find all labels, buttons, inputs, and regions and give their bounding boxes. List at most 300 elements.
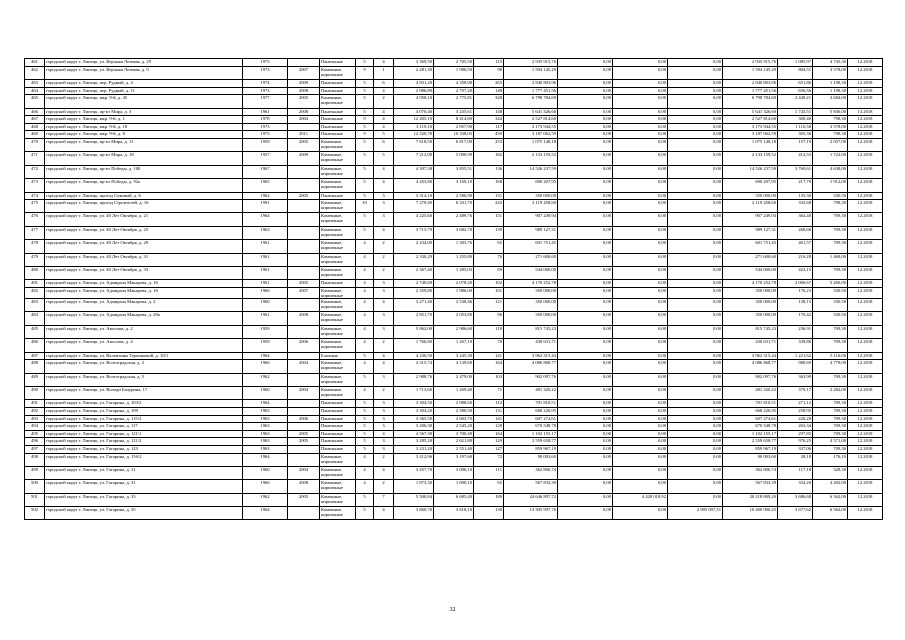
cell-completion-date: 12.2018 — [848, 95, 883, 108]
cell-cost-owners: 2 133 159,52 — [723, 152, 778, 165]
cell-cost-limit: 2 057,00 — [813, 138, 848, 151]
cell-cost-region: 0,00 — [613, 466, 668, 479]
cell-entrances: 3 — [374, 415, 394, 423]
cell-row-number: 464 — [25, 87, 45, 95]
cell-floors: 10 — [356, 200, 374, 213]
cell-row-number: 479 — [25, 253, 45, 266]
cell-cost-region: 0,00 — [613, 108, 668, 116]
cell-cost-total: 601 751,45 — [504, 240, 558, 253]
cell-total-area: 2 740,69 — [394, 280, 434, 288]
cell-residents: 71 — [474, 386, 504, 399]
cell-residents: 117 — [474, 123, 504, 131]
cell-year-repair — [288, 325, 320, 338]
cell-year-repair: 2006 — [288, 415, 320, 423]
cell-cost-total: 690 207,95 — [504, 179, 558, 192]
cell-year-built: 1964 — [243, 400, 288, 408]
cell-cost-total: 6 798 784,69 — [504, 95, 558, 108]
cell-year-built: 1963 — [243, 430, 288, 438]
cell-cost-municipal: 0,00 — [668, 352, 723, 360]
cell-cost-total: 1 102 155,17 — [504, 430, 558, 438]
cell-cost-municipal: 0,00 — [668, 312, 723, 325]
cell-cost-region: 0,00 — [613, 267, 668, 280]
table-row — [25, 152, 883, 165]
cell-cost-per-sqm: 28,18 — [778, 453, 813, 466]
cell-living-area: 1 267,10 — [434, 339, 474, 352]
cell-wall-material: Панельные — [320, 423, 356, 431]
cell-row-number: 486 — [25, 339, 45, 352]
cell-entrances: 3 — [374, 438, 394, 446]
cell-year-repair — [288, 267, 320, 280]
cell-cost-fund: 0,00 — [558, 165, 613, 178]
cell-total-area: 2 330,29 — [394, 253, 434, 266]
cell-row-number: 469 — [25, 131, 45, 139]
cell-completion-date: 12.2018 — [848, 280, 883, 288]
cell-year-repair: 2008 — [288, 108, 320, 116]
cell-wall-material: Панельные — [320, 116, 356, 124]
cell-cost-per-sqm: 2 006,67 — [778, 280, 813, 288]
cell-wall-material: Панельные — [320, 407, 356, 415]
cell-floors: 5 — [356, 192, 374, 200]
cell-address: городской округ г. Липецк, ул. Верхняя Лозовая, д. 9 — [45, 66, 243, 79]
cell-cost-region: 0,00 — [613, 123, 668, 131]
cell-wall-material: Панельные — [320, 192, 356, 200]
cell-cost-region: 0,00 — [613, 480, 668, 493]
cell-cost-total: 350 000,00 — [504, 288, 558, 299]
cell-cost-total: 567 833,39 — [504, 480, 558, 493]
table-row — [25, 66, 883, 79]
cell-year-repair: 2009 — [288, 152, 320, 165]
cell-completion-date: 12.2018 — [848, 200, 883, 213]
cell-cost-limit: 709,30 — [813, 373, 848, 386]
cell-completion-date: 12.2018 — [848, 373, 883, 386]
cell-residents: 115 — [474, 59, 504, 67]
cell-wall-material: Панельные — [320, 59, 356, 67]
cell-year-built: 1961 — [243, 108, 288, 116]
cell-cost-per-sqm: 412,53 — [778, 152, 813, 165]
cell-cost-total: 430 631,71 — [504, 339, 558, 352]
cell-cost-limit: 3 578,00 — [813, 66, 848, 79]
cell-living-area: 2 775,81 — [434, 95, 474, 108]
cell-address: городской округ г. Липецк, ул. Амосова, д. 2 — [45, 325, 243, 338]
page-number: 32 — [449, 607, 456, 613]
cell-cost-per-sqm: 461,57 — [778, 240, 813, 253]
cell-cost-limit: 4 779,00 — [813, 360, 848, 373]
cell-cost-region: 0,00 — [613, 352, 668, 360]
cell-residents: 328 — [474, 95, 504, 108]
cell-residents: 72 — [474, 453, 504, 466]
cell-year-repair: 2008 — [288, 480, 320, 493]
cell-address: городской округ г. Липецк, ул. Гагарина, д. 35 — [45, 507, 243, 520]
cell-total-area: 1 713,60 — [394, 386, 434, 399]
cell-cost-municipal: 0,00 — [668, 339, 723, 352]
cell-living-area: 3 096,10 — [434, 466, 474, 479]
cell-cost-limit: 6 562,00 — [813, 507, 848, 520]
cell-cost-region: 0,00 — [613, 339, 668, 352]
cell-address: городской округ г. Липецк, ул. Гагарина, д. 123 — [45, 445, 243, 453]
cell-entrances: 4 — [374, 430, 394, 438]
cell-cost-limit: 709,30 — [813, 415, 848, 423]
cell-cost-limit: 6 562,00 — [813, 493, 848, 506]
cell-address: городской округ г. Липецк, пр-кт Мира, д. 11 — [45, 138, 243, 151]
cell-completion-date: 12.2018 — [848, 131, 883, 139]
cell-residents: 111 — [474, 466, 504, 479]
cell-cost-municipal: 0,00 — [668, 79, 723, 87]
cell-entrances: 5 — [374, 152, 394, 165]
cell-cost-total: 350 000,00 — [504, 299, 558, 312]
table-row — [25, 373, 883, 386]
cell-residents: 151 — [474, 213, 504, 226]
cell-cost-fund: 0,00 — [558, 438, 613, 446]
cell-cost-limit: 709,30 — [813, 423, 848, 431]
cell-cost-total: 2 527 814,60 — [504, 116, 558, 124]
cell-cost-fund: 0,00 — [558, 373, 613, 386]
table-row — [25, 360, 883, 373]
cell-entrances: 3 — [374, 373, 394, 386]
cell-total-area: 12 520,70 — [394, 131, 434, 139]
cell-cost-total: 907 249,94 — [504, 213, 558, 226]
cell-completion-date: 12.2018 — [848, 400, 883, 408]
cell-year-repair — [288, 59, 320, 67]
cell-entrances: 4 — [374, 226, 394, 239]
cell-wall-material: Каменные, кирпичные — [320, 453, 356, 466]
cell-year-built: 1960 — [243, 360, 288, 373]
cell-cost-owners: 701 810,51 — [723, 400, 778, 408]
cell-cost-total: 481 320,22 — [504, 386, 558, 399]
cell-year-built: 1959 — [243, 325, 288, 338]
cell-address: городской округ г. Липецк, ул. 40 Лет Октября, д. 33 — [45, 267, 243, 280]
cell-cost-fund: 0,00 — [558, 445, 613, 453]
cell-wall-material: Каменные, кирпичные — [320, 466, 356, 479]
cell-floors: 5 — [356, 226, 374, 239]
cell-cost-limit: 709,30 — [813, 267, 848, 280]
cell-cost-per-sqm: 236,91 — [778, 325, 813, 338]
cell-year-repair: 2005 — [288, 280, 320, 288]
cell-cost-region: 0,00 — [613, 131, 668, 139]
cell-year-built: 1960 — [243, 299, 288, 312]
cell-residents: 121 — [474, 299, 504, 312]
cell-cost-owners: 14 526 237,59 — [723, 165, 778, 178]
cell-wall-material: Каменные, кирпичные — [320, 95, 356, 108]
cell-cost-region: 0,00 — [613, 87, 668, 95]
cell-year-repair — [288, 445, 320, 453]
cell-residents: 450 — [474, 131, 504, 139]
cell-entrances: 4 — [374, 116, 394, 124]
cell-total-area: 3 119,10 — [394, 123, 434, 131]
cell-year-repair: 2004 — [288, 116, 320, 124]
cell-cost-per-sqm: 651,86 — [778, 79, 813, 87]
cell-year-built: 1977 — [243, 95, 288, 108]
cell-total-area: 5 500,84 — [394, 493, 434, 506]
cell-completion-date: 12.2018 — [848, 213, 883, 226]
cell-wall-material: Каменные, кирпичные — [320, 360, 356, 373]
cell-entrances: 2 — [374, 240, 394, 253]
cell-cost-limit: 709,30 — [813, 445, 848, 453]
cell-floors: 4 — [356, 288, 374, 299]
cell-living-area: 3 197,60 — [434, 453, 474, 466]
cell-cost-total: 3 962 315,44 — [504, 352, 558, 360]
cell-year-built: 1961 — [243, 267, 288, 280]
cell-living-area: 4 358,90 — [434, 79, 474, 87]
cell-residents: 344 — [474, 116, 504, 124]
cell-year-repair: 2005 — [288, 138, 320, 151]
cell-year-built: 1959 — [243, 138, 288, 151]
cell-cost-owners: 989 127,31 — [723, 226, 778, 239]
cell-cost-fund: 0,00 — [558, 200, 613, 213]
cell-row-number: 474 — [25, 192, 45, 200]
cell-entrances: 3 — [374, 200, 394, 213]
cell-completion-date: 12.2018 — [848, 407, 883, 415]
cell-year-repair: 2004 — [288, 360, 320, 373]
cell-total-area: 4 831,20 — [394, 79, 434, 87]
cell-year-repair — [288, 240, 320, 253]
cell-entrances: 4 — [374, 165, 394, 178]
cell-address: городской округ г. Липецк, ул. Гагарина, д. 15б/2 — [45, 453, 243, 466]
cell-year-repair — [288, 213, 320, 226]
cell-wall-material: Каменные, кирпичные — [320, 312, 356, 325]
cell-cost-region: 0,00 — [613, 200, 668, 213]
cell-cost-limit: 1 912,00 — [813, 179, 848, 192]
cell-cost-limit: 709,30 — [813, 240, 848, 253]
cell-cost-region: 0,00 — [613, 407, 668, 415]
cell-cost-municipal: 0,00 — [668, 116, 723, 124]
cell-address: городской округ г. Липецк, ул. Валентины Терешковой, д. 10/1 — [45, 352, 243, 360]
cell-living-area: 2 705,50 — [434, 59, 474, 67]
table-row — [25, 312, 883, 325]
cell-residents: 130 — [474, 507, 504, 520]
cell-wall-material: Каменные, кирпичные — [320, 152, 356, 165]
cell-row-number: 491 — [25, 400, 45, 408]
cell-cost-region: 0,00 — [613, 280, 668, 288]
cell-residents: 141 — [474, 352, 504, 360]
cell-total-area: 3 304,20 — [394, 407, 434, 415]
cell-cost-per-sqm: 271,12 — [778, 400, 813, 408]
cell-floors: 5 — [356, 95, 374, 108]
cell-cost-municipal: 0,00 — [668, 165, 723, 178]
cell-year-built: 1965 — [243, 179, 288, 192]
cell-residents: 96 — [474, 312, 504, 325]
cell-row-number: 487 — [25, 352, 45, 360]
cell-cost-fund: 0,00 — [558, 480, 613, 493]
cell-residents: 102 — [474, 280, 504, 288]
cell-year-built: 1960 — [243, 288, 288, 299]
cell-cost-fund: 0,00 — [558, 453, 613, 466]
cell-address: городской округ г. Липецк, пр-кт Победы, д. 92а — [45, 179, 243, 192]
cell-total-area: 3 206,30 — [394, 423, 434, 431]
cell-completion-date: 12.2018 — [848, 466, 883, 479]
cell-wall-material: Панельные — [320, 280, 356, 288]
cell-cost-total: 1 075 148,18 — [504, 138, 558, 151]
cell-total-area: 2 367,40 — [394, 267, 434, 280]
cell-entrances: 7 — [374, 493, 394, 506]
cell-cost-region: 0,00 — [613, 325, 668, 338]
table-row — [25, 453, 883, 466]
cell-floors: 5 — [356, 87, 374, 95]
table-row — [25, 423, 883, 431]
cell-row-number: 481 — [25, 280, 45, 288]
cell-cost-region: 0,00 — [613, 116, 668, 124]
cell-floors: 5 — [356, 445, 374, 453]
cell-floors: 4 — [356, 280, 374, 288]
cell-floors: 5 — [356, 352, 374, 360]
cell-cost-fund: 0,00 — [558, 507, 613, 520]
cell-total-area: 3 271,40 — [394, 299, 434, 312]
cell-wall-material: Панельные — [320, 131, 356, 139]
cell-year-repair — [288, 423, 320, 431]
cell-residents: 189 — [474, 493, 504, 506]
cell-row-number: 490 — [25, 386, 45, 399]
cell-cost-fund: 0,00 — [558, 131, 613, 139]
cell-cost-owners: 668 226,95 — [723, 407, 778, 415]
cell-cost-limit: 709,30 — [813, 430, 848, 438]
cell-row-number: 492 — [25, 407, 45, 415]
table-row — [25, 299, 883, 312]
cell-wall-material: Каменные, кирпичные — [320, 507, 356, 520]
cell-year-built: 1961 — [243, 253, 288, 266]
cell-cost-owners: 1 075 148,18 — [723, 138, 778, 151]
cell-cost-per-sqm: 226,28 — [778, 415, 813, 423]
cell-cost-limit: 3 684,00 — [813, 95, 848, 108]
cell-cost-owners: 4 086 868,77 — [723, 360, 778, 373]
cell-living-area: 3 235,61 — [434, 108, 474, 116]
cell-cost-municipal: 0,00 — [668, 240, 723, 253]
cell-year-built: 1974 — [243, 79, 288, 87]
cell-row-number: 465 — [25, 95, 45, 108]
cell-entrances: 4 — [374, 466, 394, 479]
cell-cost-owners: 670 548,78 — [723, 423, 778, 431]
cell-total-area: 3 304,50 — [394, 400, 434, 408]
cell-floors: 5 — [356, 507, 374, 520]
cell-year-built: 1964 — [243, 453, 288, 466]
cell-address: городской округ г. Липецк, ул. Гагарина, д. 31 — [45, 466, 243, 479]
cell-year-repair: 2005 — [288, 192, 320, 200]
cell-cost-owners: 350 000,00 — [723, 299, 778, 312]
cell-cost-region: 0,00 — [613, 299, 668, 312]
cell-year-repair — [288, 226, 320, 239]
cell-residents: 253 — [474, 138, 504, 151]
cell-total-area: 2 851,70 — [394, 312, 434, 325]
cell-floors: 5 — [356, 179, 374, 192]
cell-cost-per-sqm: 2 449,21 — [778, 95, 813, 108]
cell-cost-limit: 5 260,00 — [813, 280, 848, 288]
table-row — [25, 116, 883, 124]
cell-completion-date: 12.2018 — [848, 116, 883, 124]
cell-cost-limit: 709,30 — [813, 325, 848, 338]
cell-cost-total: 90 003,60 — [504, 453, 558, 466]
cell-address: городской округ г. Липецк, ул. Гагарина, д. 103/2 — [45, 400, 243, 408]
table-row — [25, 339, 883, 352]
cell-cost-region: 0,00 — [613, 453, 668, 466]
cell-cost-total: 668 226,95 — [504, 407, 558, 415]
cell-entrances: 2 — [374, 453, 394, 466]
cell-living-area: 6 685,40 — [434, 493, 474, 506]
cell-residents: 103 — [474, 373, 504, 386]
cell-address: городской округ г. Липецк, пр-кт Мира, д. 3 — [45, 108, 243, 116]
cell-cost-region: 0,00 — [613, 507, 668, 520]
cell-completion-date: 12.2018 — [848, 386, 883, 399]
cell-cost-total: 1 777 451,56 — [504, 87, 558, 95]
cell-cost-per-sqm: 268,66 — [778, 226, 813, 239]
cell-year-built: 1973 — [243, 87, 288, 95]
cell-cost-owners: 4 170 252,78 — [723, 280, 778, 288]
cell-cost-owners: 350 000,00 — [723, 288, 778, 299]
cell-living-area: 8 414,80 — [434, 116, 474, 124]
table-row — [25, 200, 883, 213]
cell-address: городской округ г. Липецк, ул. Волгоградская, д. 2 — [45, 360, 243, 373]
cell-total-area: 7 212,90 — [394, 152, 434, 165]
cell-entrances: 6 — [374, 79, 394, 87]
cell-row-number: 496 — [25, 438, 45, 446]
cell-total-area: 4 315,74 — [394, 360, 434, 373]
cell-wall-material: Панельные — [320, 108, 356, 116]
cell-cost-limit: 798,30 — [813, 131, 848, 139]
cell-year-repair: 2004 — [288, 386, 320, 399]
cell-entrances: 2 — [374, 253, 394, 266]
cell-cost-region: 0,00 — [613, 138, 668, 151]
cell-address: городской округ г. Липецк, ул. Гагарина, д. 115/2 — [45, 415, 243, 423]
cell-cost-region: 0,00 — [613, 386, 668, 399]
cell-cost-per-sqm: 656,56 — [778, 87, 813, 95]
cell-completion-date: 12.2018 — [848, 87, 883, 95]
cell-cost-per-sqm: 337,06 — [778, 445, 813, 453]
cell-cost-municipal: 0,00 — [668, 123, 723, 131]
cell-year-built: 1975 — [243, 59, 288, 67]
cell-floors: 4 — [356, 480, 374, 493]
cell-cost-per-sqm: 258,95 — [778, 407, 813, 415]
cell-address: городской округ г. Липецк, мкр. 9-й, д. 18 — [45, 123, 243, 131]
cell-cost-region: 0,00 — [613, 438, 668, 446]
cell-floors: 5 — [356, 152, 374, 165]
cell-year-repair: 2004 — [288, 466, 320, 479]
cell-entrances: 2 — [374, 386, 394, 399]
cell-entrances: 3 — [374, 445, 394, 453]
cell-total-area: 4 453,80 — [394, 179, 434, 192]
cell-row-number: 501 — [25, 493, 45, 506]
cell-wall-material: Каменные, кирпичные — [320, 179, 356, 192]
cell-cost-per-sqm: 170,42 — [778, 312, 813, 325]
cell-entrances: 4 — [374, 360, 394, 373]
cell-row-number: 498 — [25, 453, 45, 466]
cell-total-area: 2 234,00 — [394, 240, 434, 253]
cell-year-repair — [288, 407, 320, 415]
cell-cost-municipal: 0,00 — [668, 87, 723, 95]
cell-cost-fund: 0,00 — [558, 299, 613, 312]
cell-cost-owners: 2 935 915,76 — [723, 59, 778, 67]
cell-cost-region: 0,00 — [613, 253, 668, 266]
cell-cost-municipal: 0,00 — [668, 400, 723, 408]
cell-wall-material: Панельные — [320, 430, 356, 438]
cell-completion-date: 12.2018 — [848, 430, 883, 438]
cell-cost-region: 0,00 — [613, 288, 668, 299]
table-row — [25, 445, 883, 453]
cell-cost-total: 2 119 458,60 — [504, 200, 558, 213]
cell-cost-municipal: 0,00 — [668, 466, 723, 479]
cell-cost-owners: 20 218 809,20 — [723, 493, 778, 506]
cell-completion-date: 12.2018 — [848, 445, 883, 453]
cell-cost-owners: 690 207,95 — [723, 179, 778, 192]
cell-cost-total: 14 526 237,59 — [504, 165, 558, 178]
cell-cost-fund: 0,00 — [558, 66, 613, 79]
cell-wall-material: Каменные, кирпичные — [320, 373, 356, 386]
cell-row-number: 499 — [25, 466, 45, 479]
cell-completion-date: 12.2018 — [848, 415, 883, 423]
cell-cost-municipal: 0,00 — [668, 253, 723, 266]
cell-cost-fund: 0,00 — [558, 226, 613, 239]
cell-completion-date: 12.2018 — [848, 240, 883, 253]
cell-cost-municipal: 0,00 — [668, 200, 723, 213]
cell-cost-limit: 4 638,00 — [813, 165, 848, 178]
cell-cost-per-sqm: 335,68 — [778, 200, 813, 213]
cell-entrances: 4 — [374, 123, 394, 131]
